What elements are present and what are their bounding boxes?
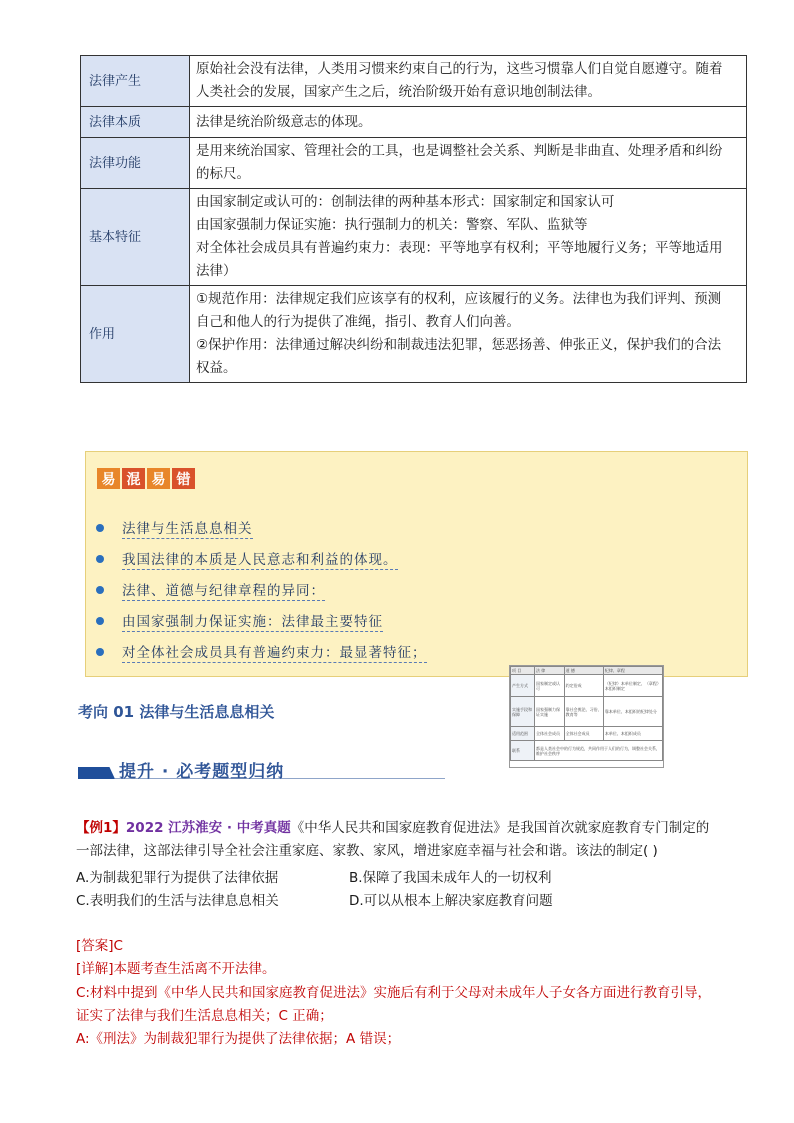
tips-title-char: 易 <box>147 468 170 489</box>
tip-text: 法律与生活息息相关 <box>122 517 253 539</box>
section-banner <box>78 755 446 785</box>
table-row <box>511 667 663 675</box>
list-item <box>86 574 427 605</box>
thumb-cell: 纪律、章程 <box>603 667 662 675</box>
thumb-cell: 靠本单位、本组织的纪律处分 <box>603 697 662 727</box>
question-source: 2022 江苏淮安 · 中考真题 <box>125 820 291 836</box>
row-label: 基本特征 <box>81 189 190 286</box>
table-row <box>81 189 747 286</box>
question-number: 1 <box>103 820 113 836</box>
thumb-cell: 约定俗成 <box>564 675 603 697</box>
thumb-cell: 本单位、本组织成员 <box>603 727 662 741</box>
list-item <box>86 605 427 636</box>
row-text: 权益。 <box>196 360 237 376</box>
row-label: 法律功能 <box>81 138 190 189</box>
bullet-icon <box>96 524 104 532</box>
table-row <box>81 138 747 189</box>
explanation-line: 证实了法律与我们生活息息相关；C 正确； <box>76 1008 333 1024</box>
thumb-cell: 联系 <box>511 741 535 761</box>
tips-title-char: 易 <box>97 468 120 489</box>
question-line-2: 一部法律，这部法律引导全社会注重家庭、家教、家风，增进家庭幸福与社会和谐。该法的制定( ) <box>76 843 658 859</box>
question-stem: 《中华人民共和国家庭教育促进法》是我国首次就家庭教育专门制定的 <box>290 820 710 836</box>
question-tag-open: 【例 <box>76 820 103 836</box>
bullet-icon <box>96 586 104 594</box>
answer-line: [答案]C <box>76 938 123 954</box>
table-row <box>511 675 663 697</box>
table-row <box>81 56 747 107</box>
table-row <box>511 741 663 761</box>
thumb-cell: 项 目 <box>511 667 535 675</box>
row-text: 法律是统治阶级意志的体现。 <box>196 113 372 130</box>
row-text: 是用来统治国家、管理社会的工具，也是调整社会关系、判断是非曲直、处理矛盾和纠纷 <box>196 143 723 159</box>
comparison-thumbnail <box>509 665 664 768</box>
tip-text: 我国法律的本质是人民意志和利益的体现。 <box>122 548 398 570</box>
section-title: 考向 01 法律与生活息息相关 <box>78 703 275 721</box>
thumb-cell: 都是人类社会中的行为规范，共同作用于人们的行为，调整社会关系，维护社会秩序 <box>534 741 662 761</box>
list-item <box>86 543 427 574</box>
row-label: 法律本质 <box>81 107 190 138</box>
option-b: B.保障了我国未成年人的一切权利 <box>349 870 552 886</box>
row-text: 的标尺。 <box>196 166 250 182</box>
question-line-1 <box>76 817 709 840</box>
bullet-icon <box>96 648 104 656</box>
table-row <box>511 727 663 741</box>
explanation-line: A:《刑法》为制裁犯罪行为提供了法律依据；A 错误； <box>76 1031 401 1047</box>
explanation-line: [详解]本题考查生活离不开法律。 <box>76 961 276 977</box>
tips-title-char: 错 <box>172 468 195 489</box>
bullet-icon <box>96 555 104 563</box>
thumb-cell: 全体社会成员 <box>534 727 564 741</box>
thumb-cell: 道 德 <box>564 667 603 675</box>
option-a: A.为制裁犯罪行为提供了法律依据 <box>76 870 279 886</box>
row-text: ②保护作用：法律通过解决纠纷和制裁违法犯罪，惩恶扬善、伸张正义，保护我们的合法 <box>196 337 722 353</box>
thumb-cell: 实施手段和保障 <box>511 697 535 727</box>
option-c: C.表明我们的生活与法律息息相关 <box>76 893 279 909</box>
thumb-cell: 产生方式 <box>511 675 535 697</box>
row-text: 人类社会的发展，国家产生之后，统治阶级开始有意识地创制法律。 <box>196 84 601 100</box>
tips-box <box>85 451 748 677</box>
row-text: 法律） <box>196 263 237 279</box>
row-text: 自己和他人的行为提供了准绳，指引、教育人们向善。 <box>196 314 520 330</box>
banner-bar <box>78 767 115 779</box>
row-text: ①规范作用：法律规定我们应该享有的权利，应该履行的义务。法律也为我们评判、预测 <box>196 291 722 307</box>
tip-text: 法律、道德与纪律章程的异同： <box>122 579 325 601</box>
table-row <box>81 286 747 383</box>
row-text: 由国家强制力保证实施：执行强制力的机关：警察、军队、监狱等 <box>196 217 588 233</box>
bullet-icon <box>96 617 104 625</box>
option-d: D.可以从根本上解决家庭教育问题 <box>349 893 553 909</box>
tips-title-char: 混 <box>122 468 145 489</box>
tip-text: 由国家强制力保证实施：法律最主要特征 <box>122 610 383 632</box>
list-item <box>86 636 427 667</box>
tips-list <box>86 512 427 667</box>
thumb-cell: （纪律）本单位制定、（章程）本组织制定 <box>603 675 662 697</box>
thumb-cell: 全体社会成员 <box>564 727 603 741</box>
row-label: 作用 <box>81 286 190 383</box>
thumb-cell: 国家制定或认可 <box>534 675 564 697</box>
list-item <box>86 512 427 543</box>
row-text: 由国家制定或认可的：创制法律的两种基本形式：国家制定和国家认可 <box>196 194 615 210</box>
question-tag-close: 】 <box>112 820 126 836</box>
law-summary-table <box>80 55 747 383</box>
tip-text: 对全体社会成员具有普遍约束力：最显著特征； <box>122 641 427 663</box>
thumb-cell: 法 律 <box>534 667 564 675</box>
tips-title <box>97 468 195 489</box>
explanation-line: C:材料中提到《中华人民共和国家庭教育促进法》实施后有利于父母对未成年人子女各方面进行教育引导， <box>76 985 711 1001</box>
table-row <box>511 697 663 727</box>
row-text: 原始社会没有法律，人类用习惯来约束自己的行为，这些习惯靠人们自觉自愿遵守。随着 <box>196 61 723 77</box>
thumb-cell: 国家强制力保证实施 <box>534 697 564 727</box>
row-text: 对全体社会成员具有普遍约束力：表现：平等地享有权利；平等地履行义务；平等地适用 <box>196 240 723 256</box>
thumb-cell: 靠社会舆论、习俗、教育等 <box>564 697 603 727</box>
table-row <box>81 107 747 138</box>
banner-label: 提升 · 必考题型归纳 <box>119 762 285 782</box>
row-label: 法律产生 <box>81 56 190 107</box>
thumb-cell: 适用范围 <box>511 727 535 741</box>
